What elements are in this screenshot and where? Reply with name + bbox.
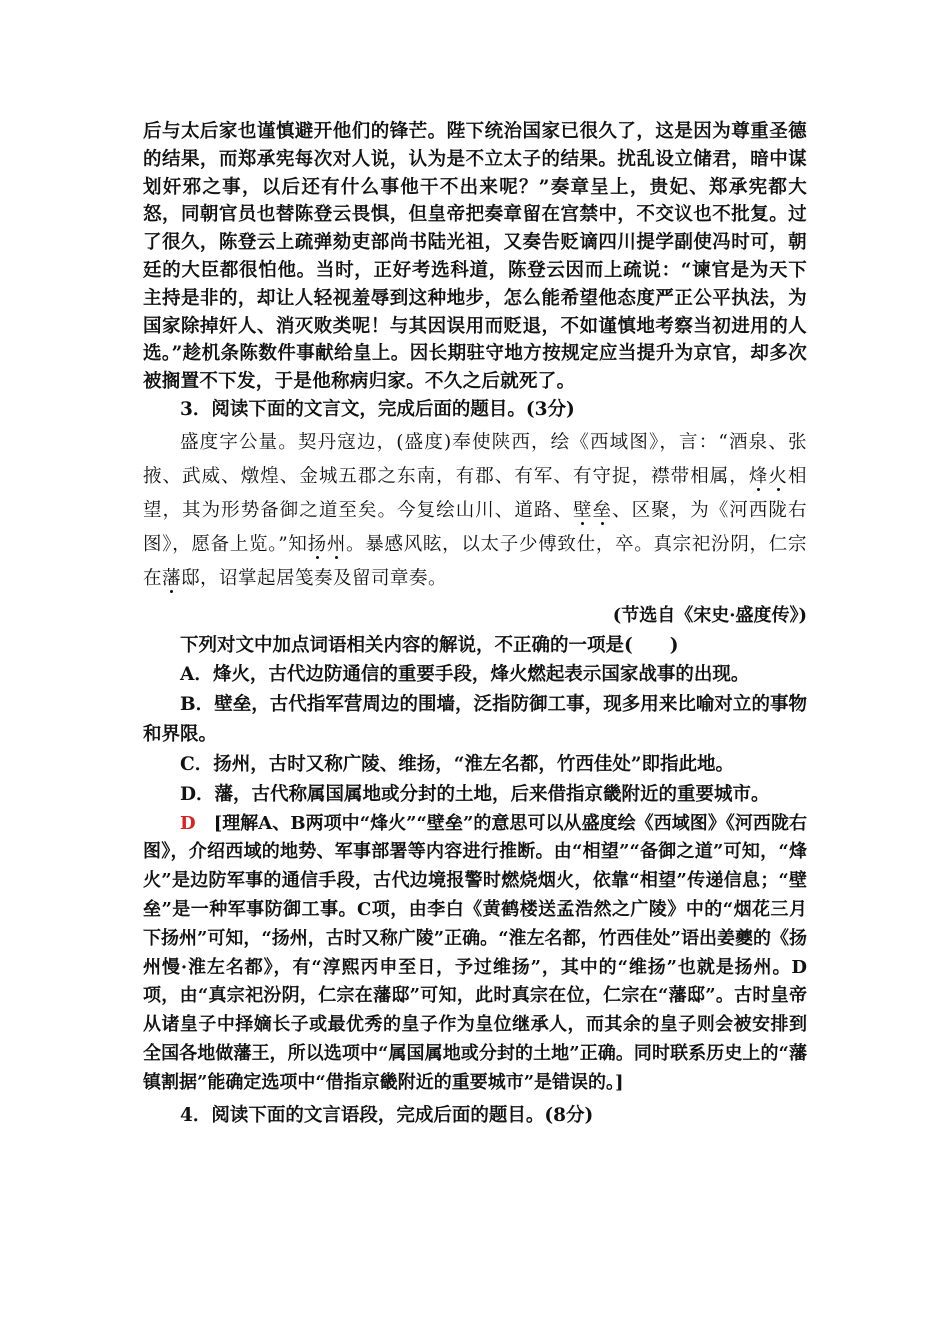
passage-source: (节选自《宋史·盛度传》) [612, 604, 807, 626]
dotted-term-fan [162, 568, 181, 589]
question-3-heading: 3．阅读下面的文言文，完成后面的题目。(3分) [180, 398, 575, 420]
dotted-term-yangzhou [308, 534, 346, 555]
question-4-heading: 4．阅读下面的文言语段，完成后面的题目。(8分) [180, 1104, 594, 1126]
document-page [143, 118, 807, 1129]
question-3-passage [143, 426, 807, 596]
dotted-term-bilei [573, 500, 612, 521]
emphasis-char: 扬 [307, 533, 327, 555]
emphasis-char: 州 [326, 533, 347, 555]
question-3-prompt: 下列对文中加点词语相关内容的解说，不正确的一项是( ) [180, 634, 679, 656]
passage-text: 、区聚，为《河西陇右图》，愿备上览。”知 [143, 499, 807, 555]
passage-text: 相望，其为形势备御之道至矣。今复绘山川、道路、 [143, 465, 807, 521]
option-d: D．藩，古代称属国属地或分封的土地，后来借指京畿附近的重要城市。 [180, 783, 770, 805]
emphasis-char: 壁 [572, 499, 593, 521]
answer-letter: D [180, 812, 196, 834]
translation-paragraph: 后与太后家也谨慎避开他们的锋芒。陛下统治国家已很久了，这是因为尊重圣德的结果，而郑承宪每次对人说，认为是不立太子的结果。扰乱设立储君，暗中谋划奸邪之事，以后还有什么事他干不出来呢？”奏章呈上，贵妃、郑承宪都大怒，同朝官员也替陈登云畏惧，但皇帝把奏章留在宫禁中，不交议也不批复。过了很久，陈登云上疏弹劾吏部尚书陆光祖，又奏告贬谪四川提学副使冯时可，朝廷的大臣都很怕他。当时，正好考选科道，陈登云因而上疏说：“谏官是为天下主持是非的，却让人轻视羞辱到这种地步，怎么能希望他态度严正公平执法，为国家除掉奸人、消灭败类呢！与其因误用而贬退，不如谨慎地考察当初进用的人选。”趁机条陈数件事献给皇上。因长期驻守地方按规定应当提升为京官，却多次被搁置不下发，于是他称病归家。不久之后就死了。 [143, 121, 807, 393]
dotted-term-fenghuo [749, 466, 788, 487]
emphasis-char: 藩 [162, 567, 182, 589]
analysis-text: [理解A、B两项中“烽火”“壁垒”的意思可以从盛度绘《西域图》《河西陇右图》，介绍西域的地势、军事部署等内容进行推断。由“相望”“备御之道”可知，“烽火”是边防军事的通信手段，古代边境报警时燃烧烟火，依靠“相望”传递信息；“壁垒”是一种军事防御工事。C项，由李白《黄鹤楼送孟浩然之广陵》中的“烟花三月下扬州”可知，“扬州，古时又称广陵”正确。“淮左名都，竹西佳处”语出姜夔的《扬州慢·淮左名都》，有“淳熙丙申至日，予过维扬”，其中的“维扬”也就是扬州。D项，由“真宗祀汾阴，仁宗在藩邸”可知，此时真宗在位，仁宗在“藩邸”。古时皇帝从诸皇子中择嫡长子或最优秀的皇子作为皇位继承人，而其余的皇子则会被安排到全国各地做藩王，所以选项中“属国属地或分封的土地”正确。同时联系历史上的“藩镇割据”能确定选项中“借指京畿附近的重要城市”是错误的。] [143, 812, 808, 1093]
answer-analysis [143, 810, 807, 1098]
emphasis-char: 火 [768, 465, 788, 487]
emphasis-char: 垒 [592, 499, 613, 521]
answer-options [143, 660, 807, 810]
passage-text: 盛度字公量。契丹寇边，(盛度)奉使陕西，绘《西域图》，言：“酒泉、张掖、武威、燉煌、金城五郡之东南，有郡、有军、有守捉，襟带相属， [143, 431, 807, 487]
passage-text: 邸，诏掌起居笺奏及留司章奏。 [181, 567, 448, 589]
passage-text: 。暴感风眩，以太子少傅致仕，卒。真宗祀汾阴，仁宗在 [143, 533, 807, 589]
option-c: C．扬州，古时又称广陵、维扬，“淮左名都，竹西佳处”即指此地。 [180, 753, 735, 775]
option-b: B．壁垒，古代指军营周边的围墙，泛指防御工事，现多用来比喻对立的事物和界限。 [143, 693, 807, 745]
option-a: A．烽火，古代边防通信的重要手段，烽火燃起表示国家战事的出现。 [180, 663, 750, 685]
emphasis-char: 烽 [748, 465, 769, 487]
